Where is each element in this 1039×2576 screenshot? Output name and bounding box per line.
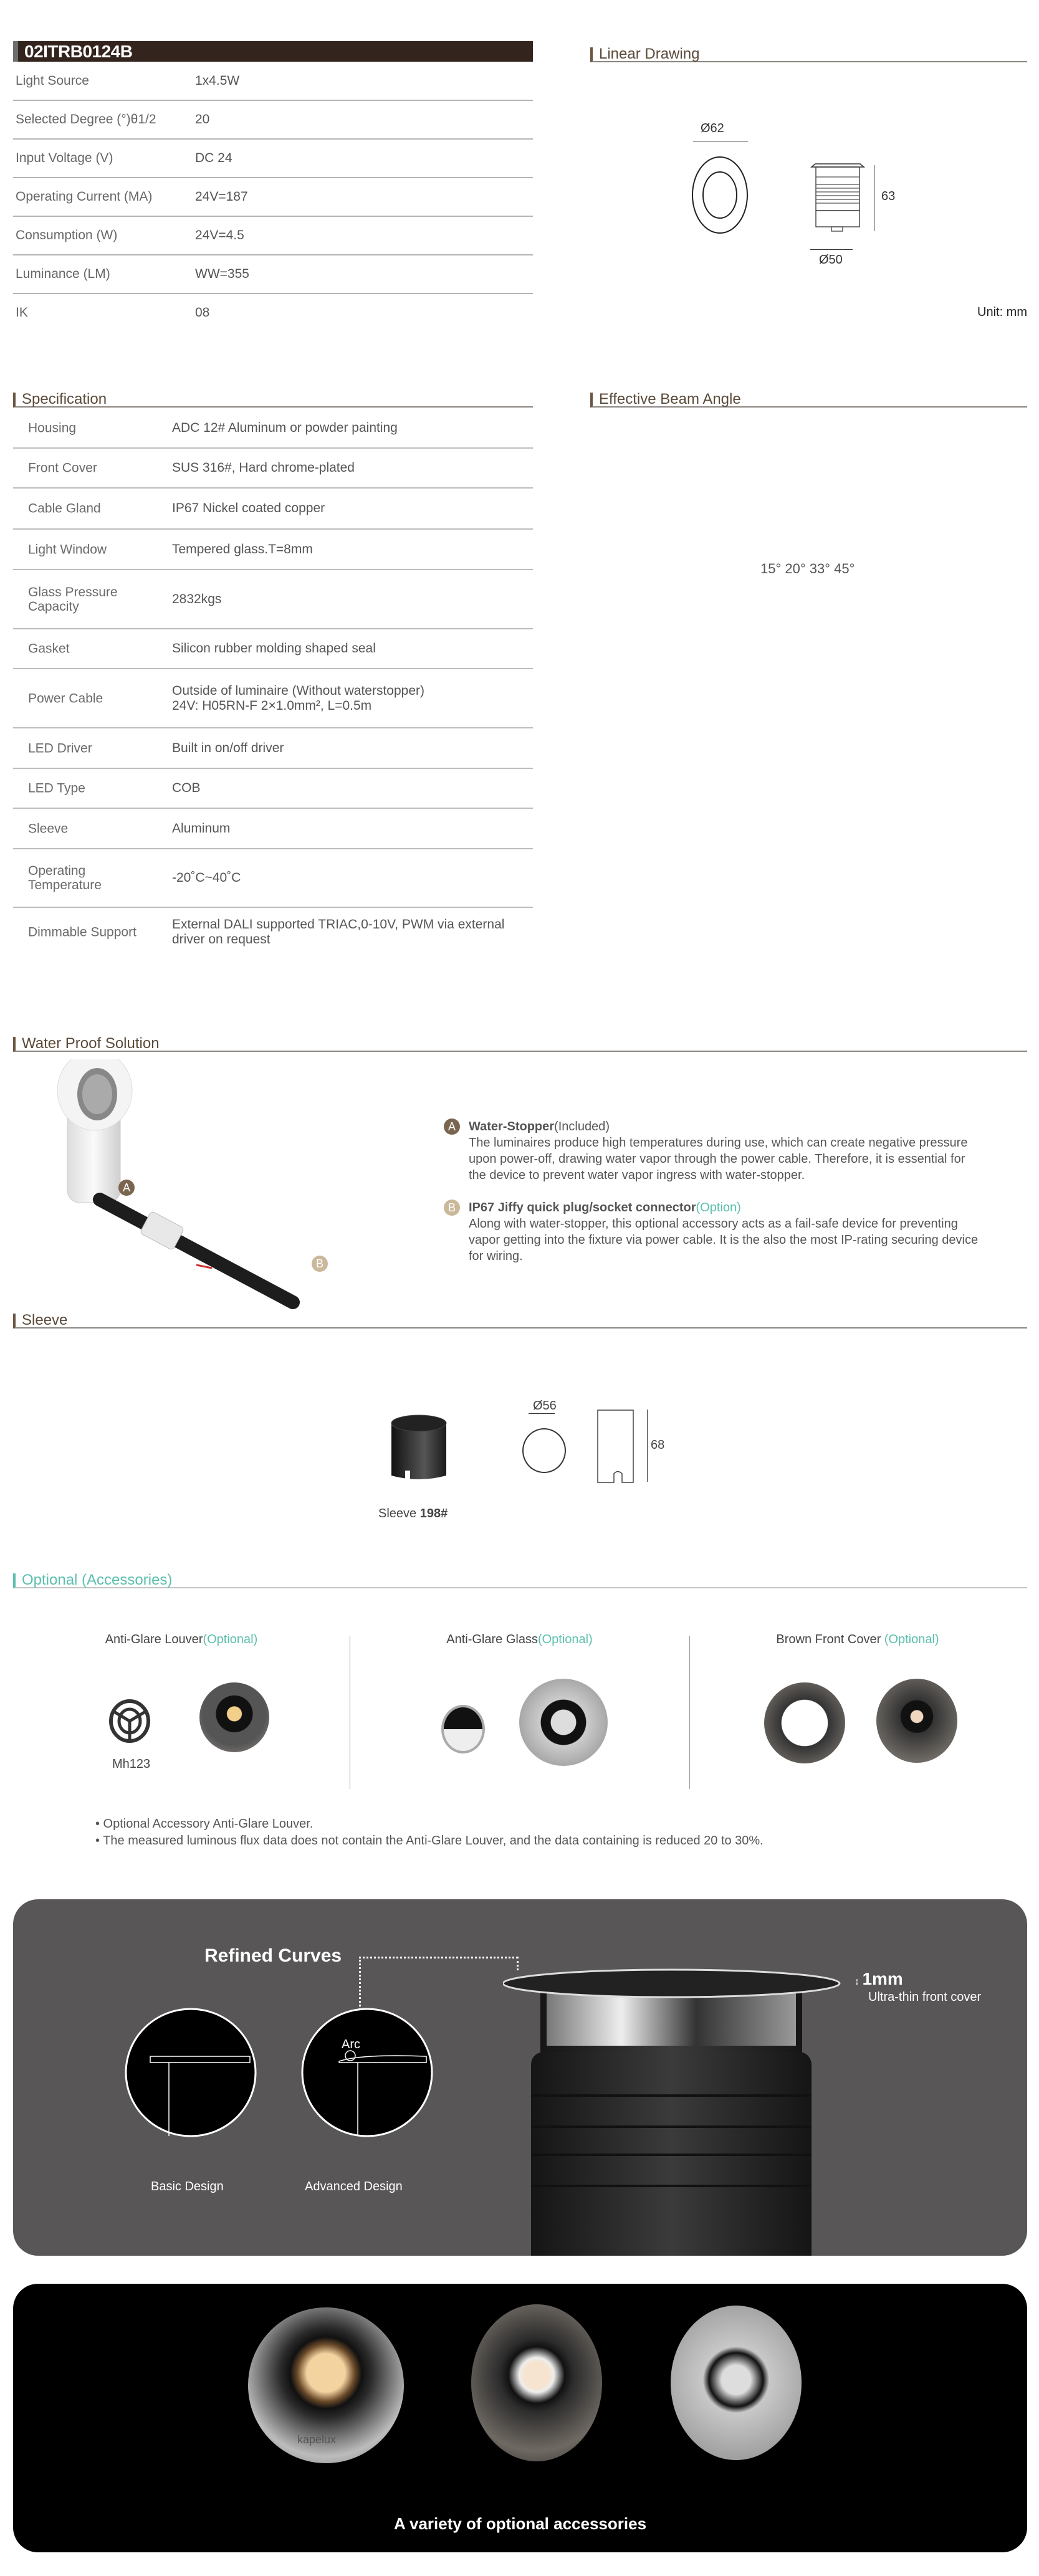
body-diameter-label: Ø50 (819, 253, 843, 267)
spec-label: Luminance (LM) (16, 267, 110, 281)
specification-row (13, 728, 533, 769)
brand-logo: kapelux (297, 2433, 337, 2446)
specification-value: ADC 12# Aluminum or powder painting (172, 421, 398, 435)
sleeve-caption-text: Sleeve (378, 1507, 420, 1520)
sleeve-diameter-label: Ø56 (533, 1399, 557, 1413)
spec-row (13, 294, 533, 333)
specification-label: Glass Pressure Capacity (28, 584, 118, 614)
accessory-louver-title: Anti-Glare Louver(Optional) (105, 1633, 258, 1646)
louver-installed-image (199, 1682, 269, 1752)
specification-label: Housing (28, 421, 77, 436)
specification-row (13, 570, 533, 629)
sleeve-height-label: 68 (651, 1438, 665, 1452)
sleeve-caption (378, 1507, 448, 1521)
spec-value: 24V=4.5 (195, 228, 244, 242)
specification-value: COB (172, 781, 201, 795)
badge-b-icon: B (444, 1200, 460, 1216)
specification-row (13, 409, 533, 449)
specification-value: Silicon rubber molding shaped seal (172, 641, 376, 656)
specification-label: LED Driver (28, 741, 92, 755)
specification-value: Built in on/off driver (172, 740, 284, 755)
glass-installed-image (519, 1679, 608, 1766)
specification-value: External DALI supported TRIAC,0-10V, PWM via external driver on request (172, 917, 505, 947)
spec-value: 20 (195, 112, 210, 126)
specification-row (13, 629, 533, 669)
height-label: 63 (881, 189, 896, 203)
specification-value: SUS 316#, Hard chrome-plated (172, 460, 355, 475)
specification-value: 2832kgs (172, 591, 222, 606)
specification-row (13, 669, 533, 728)
spec-value: 24V=187 (195, 189, 248, 204)
specification-value: Outside of luminaire (Without waterstopper) 24V: H05RN-F 2×1.0mm², L=0.5m (172, 683, 424, 713)
specification-label: Cable Gland (28, 501, 101, 516)
specification-value: -20˚C~40˚C (172, 871, 241, 885)
specification-label: Sleeve (28, 821, 69, 836)
specification-row (13, 908, 533, 956)
section-accessories: Optional (Accessories) (13, 1573, 1027, 1588)
badge-a-icon: A (118, 1180, 135, 1196)
spec-label: Selected Degree (°)θ1/2 (16, 112, 156, 126)
section-specification: Specification (13, 393, 533, 408)
basic-design-diagram (122, 2006, 259, 2140)
section-sleeve: Sleeve (13, 1314, 1027, 1329)
spec-label: Input Voltage (V) (16, 151, 113, 165)
variety-panel (13, 2284, 1027, 2552)
connector-block (469, 1200, 980, 1264)
section-beam-angle: Effective Beam Angle (590, 393, 1027, 408)
refined-curves-title: Refined Curves (204, 1945, 342, 1966)
specification-label: Front Cover (28, 460, 97, 475)
spec-label: Operating Current (MA) (16, 189, 153, 204)
spec-row (13, 255, 533, 294)
product-photo (503, 1958, 877, 2256)
brown-cover-image (764, 1682, 845, 1763)
accessory-cover-title: Brown Front Cover (Optional) (776, 1633, 939, 1646)
note-item: • The measured luminous flux data does not contain the Anti-Glare Louver, and the data containing is reduced 20 to 30%. (95, 1834, 764, 1848)
section-water-proof: Water Proof Solution (13, 1037, 1027, 1052)
specification-label: Operating Temperature (28, 864, 102, 892)
accessory-glass-title: Anti-Glare Glass(Optional) (446, 1633, 593, 1646)
waterproof-product-image (50, 1059, 374, 1321)
sleeve-image (389, 1413, 449, 1483)
spec-row (13, 217, 533, 255)
spec-value: DC 24 (195, 151, 232, 165)
front-view-drawing (686, 153, 754, 240)
basic-design-label: Basic Design (151, 2180, 224, 2193)
specification-row (13, 849, 533, 908)
arc-label: Arc (342, 2038, 360, 2051)
advanced-design-label: Advanced Design (305, 2180, 403, 2193)
spec-value: WW=355 (195, 267, 249, 281)
connector-text: Along with water-stopper, this optional accessory acts as a fail-safe device for preventing vapor getting into the fixture via power cable. It is the also the most IP-rating securing device for wiring. (469, 1217, 979, 1263)
specification-row (13, 449, 533, 489)
specification-row (13, 769, 533, 809)
advanced-design-diagram (299, 2006, 436, 2140)
brown-cover-installed-image (876, 1679, 957, 1763)
spec-row (13, 62, 533, 101)
spec-label: IK (16, 305, 28, 320)
specification-label: Dimmable Support (28, 925, 136, 939)
spec-row (13, 140, 533, 178)
spec-value: 08 (195, 305, 210, 320)
specification-label: Gasket (28, 641, 70, 656)
accessory-photo-anti-glare-glass (671, 2306, 802, 2460)
specification-value: Aluminum (172, 821, 231, 836)
spec-value: 1x4.5W (195, 74, 240, 88)
unit-label: Unit: mm (977, 305, 1027, 319)
specification-label: Light Window (28, 542, 107, 556)
specification-value: Tempered glass.T=8mm (172, 541, 313, 556)
water-stopper-title: Water-Stopper (469, 1120, 555, 1133)
connector-title: IP67 Jiffy quick plug/socket connector (469, 1201, 696, 1214)
specification-row (13, 530, 533, 570)
thickness-value (855, 1969, 903, 1989)
water-stopper-block (469, 1119, 980, 1183)
water-stopper-tag: (Included) (554, 1120, 610, 1133)
spec-label: Consumption (W) (16, 228, 118, 242)
specification-value: IP67 Nickel coated copper (172, 501, 325, 515)
model-title: 02ITRB0124B (13, 41, 533, 62)
thickness-text: 1mm (862, 1969, 903, 1988)
louver-part-number: Mh123 (112, 1757, 151, 1771)
specification-row (13, 809, 533, 849)
accessory-notes (95, 1816, 764, 1849)
section-linear-drawing: Linear Drawing (590, 47, 1027, 62)
spec-row (13, 101, 533, 140)
thickness-marker-icon: ↕ (855, 1977, 863, 1987)
sleeve-model: 198# (419, 1507, 448, 1520)
specification-label: LED Type (28, 781, 85, 796)
accessory-photo-brown-cover (471, 2304, 602, 2461)
note-item: • Optional Accessory Anti-Glare Louver. (95, 1817, 314, 1831)
refined-curves-panel (13, 1899, 1027, 2256)
thickness-caption: Ultra-thin front cover (868, 1990, 982, 2004)
beam-angle-values: 15° 20° 33° 45° (760, 561, 855, 576)
front-diameter-label: Ø62 (701, 122, 724, 135)
dimension-line (810, 249, 853, 250)
dotted-leader (359, 1957, 518, 1958)
sleeve-side-drawing (597, 1410, 636, 1484)
side-view-drawing (810, 161, 866, 236)
variety-caption: A variety of optional accessories (393, 2514, 647, 2533)
water-stopper-text: The luminaires produce high temperatures during use, which can create negative pressure upon power-off, drawing water vapor through the power cable. Therefore, it is essential for the device to prevent water vapor ingress with water-stopper. (469, 1136, 968, 1182)
glass-part-image (441, 1705, 485, 1753)
height-dimension-line (647, 1410, 648, 1482)
dimension-line (529, 1413, 555, 1414)
column-divider (689, 1636, 690, 1789)
spec-label: Light Source (16, 74, 89, 88)
spec-row (13, 178, 533, 217)
badge-a-icon: A (444, 1119, 460, 1135)
sleeve-top-drawing (522, 1428, 566, 1473)
badge-b-icon: B (312, 1256, 328, 1272)
louver-part-image (109, 1699, 150, 1743)
connector-tag: (Option) (696, 1201, 741, 1214)
specification-label: Power Cable (28, 691, 103, 705)
dotted-leader (359, 1957, 361, 2014)
specification-row (13, 489, 533, 530)
